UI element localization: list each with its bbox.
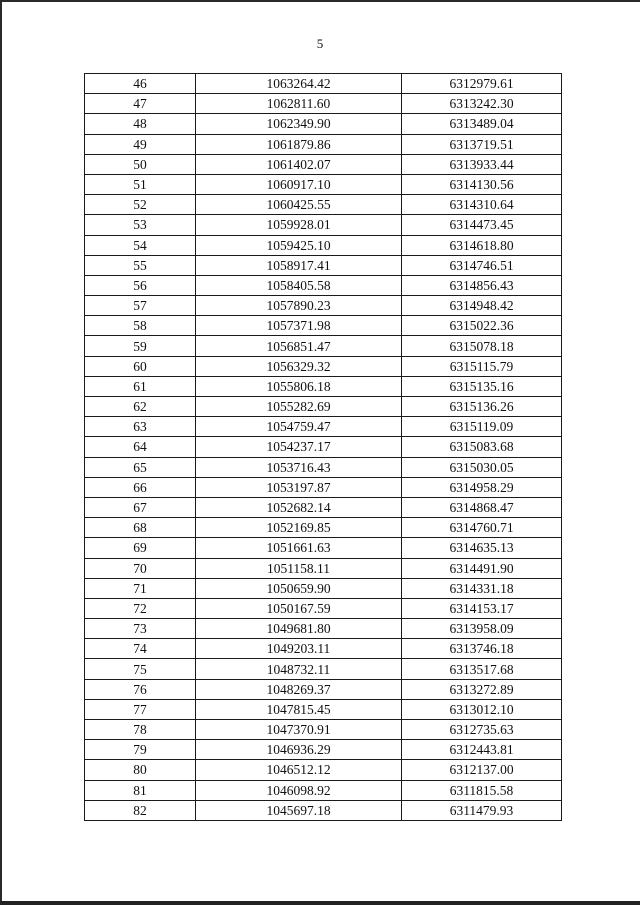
table-row bbox=[85, 94, 562, 114]
table-row bbox=[85, 639, 562, 659]
point-number-cell: 68 bbox=[85, 518, 196, 538]
x-coordinate-cell: 1056329.32 bbox=[196, 356, 402, 376]
x-coordinate-cell: 1052682.14 bbox=[196, 497, 402, 517]
table-row bbox=[85, 74, 562, 94]
table-row bbox=[85, 255, 562, 275]
y-coordinate-cell: 6315083.68 bbox=[402, 437, 562, 457]
table-row bbox=[85, 740, 562, 760]
x-coordinate-cell: 1050167.59 bbox=[196, 598, 402, 618]
x-coordinate-cell: 1060425.55 bbox=[196, 195, 402, 215]
table-row bbox=[85, 780, 562, 800]
x-coordinate-cell: 1046512.12 bbox=[196, 760, 402, 780]
point-number-cell: 51 bbox=[85, 174, 196, 194]
y-coordinate-cell: 6315022.36 bbox=[402, 316, 562, 336]
table-row bbox=[85, 699, 562, 719]
x-coordinate-cell: 1048269.37 bbox=[196, 679, 402, 699]
x-coordinate-cell: 1045697.18 bbox=[196, 800, 402, 820]
x-coordinate-cell: 1058917.41 bbox=[196, 255, 402, 275]
table-row bbox=[85, 174, 562, 194]
x-coordinate-cell: 1051661.63 bbox=[196, 538, 402, 558]
table-row bbox=[85, 760, 562, 780]
table-row bbox=[85, 619, 562, 639]
point-number-cell: 64 bbox=[85, 437, 196, 457]
table-row bbox=[85, 235, 562, 255]
point-number-cell: 65 bbox=[85, 457, 196, 477]
table-row bbox=[85, 376, 562, 396]
point-number-cell: 56 bbox=[85, 275, 196, 295]
x-coordinate-cell: 1046936.29 bbox=[196, 740, 402, 760]
y-coordinate-cell: 6315078.18 bbox=[402, 336, 562, 356]
y-coordinate-cell: 6314473.45 bbox=[402, 215, 562, 235]
x-coordinate-cell: 1057371.98 bbox=[196, 316, 402, 336]
x-coordinate-cell: 1057890.23 bbox=[196, 296, 402, 316]
point-number-cell: 48 bbox=[85, 114, 196, 134]
table-row bbox=[85, 397, 562, 417]
x-coordinate-cell: 1053197.87 bbox=[196, 477, 402, 497]
table-row bbox=[85, 134, 562, 154]
x-coordinate-cell: 1061879.86 bbox=[196, 134, 402, 154]
table-row bbox=[85, 336, 562, 356]
y-coordinate-cell: 6314856.43 bbox=[402, 275, 562, 295]
point-number-cell: 47 bbox=[85, 94, 196, 114]
y-coordinate-cell: 6312443.81 bbox=[402, 740, 562, 760]
y-coordinate-cell: 6313933.44 bbox=[402, 154, 562, 174]
table-row bbox=[85, 316, 562, 336]
point-number-cell: 72 bbox=[85, 598, 196, 618]
x-coordinate-cell: 1053716.43 bbox=[196, 457, 402, 477]
point-number-cell: 75 bbox=[85, 659, 196, 679]
scan-edge-top bbox=[0, 0, 640, 2]
y-coordinate-cell: 6312735.63 bbox=[402, 720, 562, 740]
y-coordinate-cell: 6314868.47 bbox=[402, 497, 562, 517]
table-row bbox=[85, 437, 562, 457]
table-row bbox=[85, 215, 562, 235]
y-coordinate-cell: 6314760.71 bbox=[402, 518, 562, 538]
x-coordinate-cell: 1049203.11 bbox=[196, 639, 402, 659]
x-coordinate-cell: 1055806.18 bbox=[196, 376, 402, 396]
point-number-cell: 73 bbox=[85, 619, 196, 639]
y-coordinate-cell: 6314635.13 bbox=[402, 538, 562, 558]
point-number-cell: 78 bbox=[85, 720, 196, 740]
y-coordinate-cell: 6312137.00 bbox=[402, 760, 562, 780]
x-coordinate-cell: 1047370.91 bbox=[196, 720, 402, 740]
point-number-cell: 71 bbox=[85, 578, 196, 598]
x-coordinate-cell: 1054237.17 bbox=[196, 437, 402, 457]
table-row bbox=[85, 800, 562, 820]
point-number-cell: 79 bbox=[85, 740, 196, 760]
x-coordinate-cell: 1063264.42 bbox=[196, 74, 402, 94]
point-number-cell: 58 bbox=[85, 316, 196, 336]
y-coordinate-cell: 6315136.26 bbox=[402, 397, 562, 417]
y-coordinate-cell: 6311815.58 bbox=[402, 780, 562, 800]
table-row bbox=[85, 296, 562, 316]
point-number-cell: 61 bbox=[85, 376, 196, 396]
table-row bbox=[85, 417, 562, 437]
x-coordinate-cell: 1052169.85 bbox=[196, 518, 402, 538]
point-number-cell: 50 bbox=[85, 154, 196, 174]
y-coordinate-cell: 6313517.68 bbox=[402, 659, 562, 679]
point-number-cell: 62 bbox=[85, 397, 196, 417]
point-number-cell: 81 bbox=[85, 780, 196, 800]
point-number-cell: 76 bbox=[85, 679, 196, 699]
point-number-cell: 54 bbox=[85, 235, 196, 255]
y-coordinate-cell: 6313272.89 bbox=[402, 679, 562, 699]
x-coordinate-cell: 1062349.90 bbox=[196, 114, 402, 134]
point-number-cell: 60 bbox=[85, 356, 196, 376]
point-number-cell: 46 bbox=[85, 74, 196, 94]
scan-edge-left bbox=[0, 0, 2, 905]
y-coordinate-cell: 6314746.51 bbox=[402, 255, 562, 275]
y-coordinate-cell: 6314130.56 bbox=[402, 174, 562, 194]
point-number-cell: 74 bbox=[85, 639, 196, 659]
x-coordinate-cell: 1054759.47 bbox=[196, 417, 402, 437]
table-row bbox=[85, 114, 562, 134]
x-coordinate-cell: 1055282.69 bbox=[196, 397, 402, 417]
y-coordinate-cell: 6313746.18 bbox=[402, 639, 562, 659]
point-number-cell: 59 bbox=[85, 336, 196, 356]
point-number-cell: 80 bbox=[85, 760, 196, 780]
table-row bbox=[85, 275, 562, 295]
point-number-cell: 55 bbox=[85, 255, 196, 275]
y-coordinate-cell: 6314948.42 bbox=[402, 296, 562, 316]
y-coordinate-cell: 6313012.10 bbox=[402, 699, 562, 719]
y-coordinate-cell: 6313719.51 bbox=[402, 134, 562, 154]
point-number-cell: 57 bbox=[85, 296, 196, 316]
x-coordinate-cell: 1051158.11 bbox=[196, 558, 402, 578]
point-number-cell: 82 bbox=[85, 800, 196, 820]
point-number-cell: 52 bbox=[85, 195, 196, 215]
scan-edge-bottom bbox=[0, 901, 640, 905]
y-coordinate-cell: 6315119.09 bbox=[402, 417, 562, 437]
point-number-cell: 77 bbox=[85, 699, 196, 719]
x-coordinate-cell: 1050659.90 bbox=[196, 578, 402, 598]
table-row bbox=[85, 497, 562, 517]
point-number-cell: 63 bbox=[85, 417, 196, 437]
x-coordinate-cell: 1058405.58 bbox=[196, 275, 402, 295]
y-coordinate-cell: 6314331.18 bbox=[402, 578, 562, 598]
table-row bbox=[85, 578, 562, 598]
table-row bbox=[85, 356, 562, 376]
x-coordinate-cell: 1046098.92 bbox=[196, 780, 402, 800]
x-coordinate-cell: 1059928.01 bbox=[196, 215, 402, 235]
point-number-cell: 69 bbox=[85, 538, 196, 558]
table-row bbox=[85, 538, 562, 558]
table-row bbox=[85, 457, 562, 477]
y-coordinate-cell: 6314618.80 bbox=[402, 235, 562, 255]
x-coordinate-cell: 1047815.45 bbox=[196, 699, 402, 719]
x-coordinate-cell: 1060917.10 bbox=[196, 174, 402, 194]
y-coordinate-cell: 6314958.29 bbox=[402, 477, 562, 497]
y-coordinate-cell: 6314153.17 bbox=[402, 598, 562, 618]
y-coordinate-cell: 6312979.61 bbox=[402, 74, 562, 94]
point-number-cell: 70 bbox=[85, 558, 196, 578]
x-coordinate-cell: 1062811.60 bbox=[196, 94, 402, 114]
table-row bbox=[85, 518, 562, 538]
table-row bbox=[85, 195, 562, 215]
table-row bbox=[85, 477, 562, 497]
page-number: 5 bbox=[316, 36, 324, 51]
y-coordinate-cell: 6313958.09 bbox=[402, 619, 562, 639]
y-coordinate-cell: 6314310.64 bbox=[402, 195, 562, 215]
table-row bbox=[85, 659, 562, 679]
point-number-cell: 53 bbox=[85, 215, 196, 235]
x-coordinate-cell: 1049681.80 bbox=[196, 619, 402, 639]
x-coordinate-cell: 1048732.11 bbox=[196, 659, 402, 679]
point-number-cell: 66 bbox=[85, 477, 196, 497]
y-coordinate-cell: 6311479.93 bbox=[402, 800, 562, 820]
y-coordinate-cell: 6315135.16 bbox=[402, 376, 562, 396]
x-coordinate-cell: 1056851.47 bbox=[196, 336, 402, 356]
coordinates-table-body bbox=[85, 74, 562, 821]
table-row bbox=[85, 720, 562, 740]
table-row bbox=[85, 154, 562, 174]
table-row bbox=[85, 679, 562, 699]
y-coordinate-cell: 6313242.30 bbox=[402, 94, 562, 114]
coordinates-table bbox=[84, 73, 562, 821]
x-coordinate-cell: 1061402.07 bbox=[196, 154, 402, 174]
table-row bbox=[85, 558, 562, 578]
y-coordinate-cell: 6313489.04 bbox=[402, 114, 562, 134]
y-coordinate-cell: 6315030.05 bbox=[402, 457, 562, 477]
table-row bbox=[85, 598, 562, 618]
point-number-cell: 67 bbox=[85, 497, 196, 517]
point-number-cell: 49 bbox=[85, 134, 196, 154]
y-coordinate-cell: 6315115.79 bbox=[402, 356, 562, 376]
y-coordinate-cell: 6314491.90 bbox=[402, 558, 562, 578]
x-coordinate-cell: 1059425.10 bbox=[196, 235, 402, 255]
